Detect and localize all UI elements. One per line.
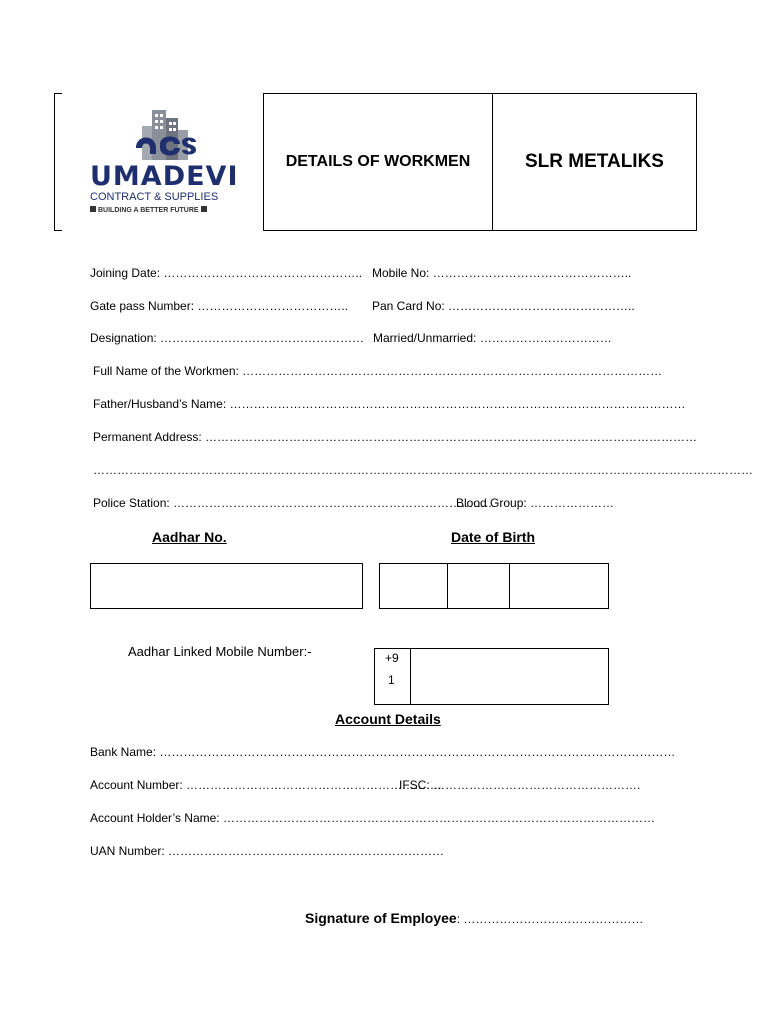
account-number-field[interactable]: Account Number: ………………………………………………………. (90, 778, 442, 792)
signature-dots: : ……………………………………… (456, 912, 644, 926)
police-station-field[interactable]: Police Station: …………………………………………………………………….. (93, 496, 492, 510)
logo-tagline-text: BUILDING A BETTER FUTURE (98, 207, 199, 214)
permanent-address-continued[interactable]: ………………………………………………………………………………………………………………………………………………… (93, 463, 753, 477)
account-details-heading: Account Details (335, 711, 441, 727)
marital-status-field[interactable]: Married/Unmarried: …………………………… (373, 331, 612, 345)
country-code-line-2: 1 (388, 673, 395, 687)
blood-group-field[interactable]: Blood Group: ………………… (456, 496, 615, 510)
building-logo-icon (130, 104, 200, 166)
dob-heading: Date of Birth (451, 529, 535, 545)
company-name: SLR METALIKS (525, 151, 664, 172)
form-title: DETAILS OF WORKMEN (285, 153, 471, 170)
header-title-cell (263, 93, 493, 231)
country-code-divider (410, 649, 411, 704)
uan-number-field[interactable]: UAN Number: …………………………………………………………… (90, 844, 445, 858)
mobile-no-field[interactable]: Mobile No: ………………………………………….. (372, 266, 632, 280)
gate-pass-field[interactable]: Gate pass Number: ……………………………….. (90, 299, 349, 313)
bank-name-field[interactable]: Bank Name: ………………………………………………………………………………………………………………… (90, 745, 676, 759)
country-code-line-1: +9 (385, 651, 399, 665)
permanent-address-field[interactable]: Permanent Address: …………………………………………………………………………………………………………… (93, 430, 698, 444)
signature-label: Signature of Employee (305, 910, 457, 926)
aadhar-heading: Aadhar No. (152, 529, 227, 545)
header-left-bracket (54, 93, 62, 231)
logo-tagline-bullet-right (201, 206, 207, 212)
full-name-field[interactable]: Full Name of the Workmen: …………………………………………………………………………………………… (93, 364, 663, 378)
logo-tagline-bullet-left (90, 206, 96, 212)
logo-tagline (90, 206, 207, 215)
account-holder-field[interactable]: Account Holder’s Name: ……………………………………………………………………………………………… (90, 811, 655, 825)
dob-divider-2 (509, 564, 510, 608)
signature-line[interactable] (305, 910, 643, 926)
logo-subtitle: CONTRACT & SUPPLIES (90, 191, 219, 203)
company-logo (80, 100, 250, 225)
joining-date-field[interactable]: Joining Date: ………………………………………….. (90, 266, 363, 280)
ifsc-field[interactable]: IFSC: ……………………………………………. (399, 778, 641, 792)
header-company-cell (492, 93, 697, 231)
designation-field[interactable]: Designation: …………………………………………… (90, 331, 365, 345)
father-husband-name-field[interactable]: Father/Husband’s Name: …………………………………………………………………………………………………… (93, 397, 686, 411)
pan-card-field[interactable]: Pan Card No: ……………………………………….. (372, 299, 635, 313)
aadhar-number-input[interactable] (90, 563, 363, 609)
dob-divider-1 (447, 564, 448, 608)
dob-input-group (379, 563, 609, 609)
aadhar-mobile-input[interactable] (374, 648, 609, 705)
aadhar-mobile-label: Aadhar Linked Mobile Number:- (128, 644, 312, 659)
logo-name: UMADEVI (90, 161, 239, 192)
